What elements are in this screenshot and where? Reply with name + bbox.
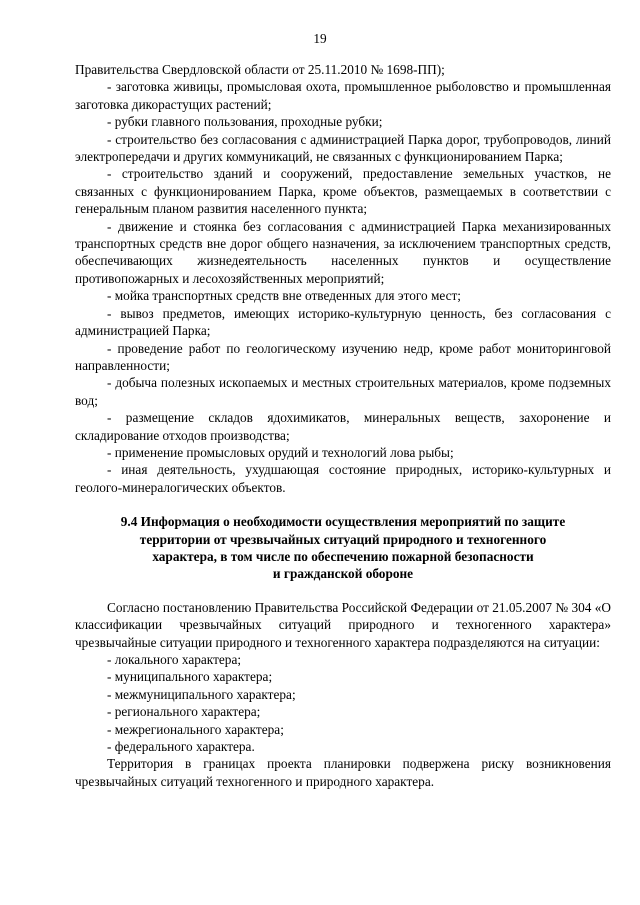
list-item: - муниципального характера; — [107, 669, 273, 685]
closing-paragraph: Территория в границах проекта планировки подвержена риску возникновения чрезвычайных ситуаций техногенного и природного характера. — [75, 756, 611, 789]
list-item: - межрегионального характера; — [107, 721, 284, 737]
list-item: - федерального характера. — [107, 739, 255, 755]
list-item: - иная деятельность, ухудшающая состояние природных, историко-культурных и геолого-минералогических объектов. — [75, 462, 611, 495]
list-item: - локального характера; — [107, 652, 242, 667]
heading-line: территории от чрезвычайных ситуаций природного и техногенного — [139, 531, 547, 547]
list-item: - применение промысловых орудий и технологий лова рыбы; — [107, 444, 454, 460]
list-item: - мойка транспортных средств вне отведенных для этого мест; — [107, 288, 462, 304]
section-heading — [75, 513, 611, 583]
page-number: 19 — [313, 31, 327, 46]
heading-line: характера, в том числе по обеспечению пожарной безопасности — [152, 548, 534, 564]
list-item: - размещение складов ядохимикатов, минеральных веществ, захоронение и складирование отходов производства; — [75, 410, 611, 443]
list-item: - добыча полезных ископаемых и местных строительных материалов, кроме подземных вод; — [75, 375, 611, 408]
list-item: - вывоз предметов, имеющих историко-культурную ценность, без согласования с администрацией Парка; — [75, 305, 611, 339]
heading-line: и гражданской обороне — [272, 566, 414, 582]
list-item: - движение и стоянка без согласования с администрацией Парка механизированных транспортных средств вне дорог общего назначения, за исключением транспортных средств, обеспечивающих жизнедеятельность населенных пунктов и осуществление противопожарных и лесохозяйственных мероприятий; — [75, 218, 611, 286]
paragraph-continuation: Правительства Свердловской области от 25.11.2010 № 1698-ПП); — [75, 62, 445, 77]
list-item: - заготовка живицы, промысловая охота, промышленное рыболовство и промышленная заготовка дикорастущих растений; — [75, 79, 611, 112]
list-item: - межмуниципального характера; — [107, 686, 296, 702]
list-item: - строительство без согласования с администрацией Парка дорог, трубопроводов, линий электропередачи и других коммуникаций, не связанных с функционированием Парка; — [75, 131, 611, 165]
list-item: - проведение работ по геологическому изучению недр, кроме работ мониторинговой направленности; — [75, 340, 611, 373]
list-item: - строительство зданий и сооружений, предоставление земельных участков, не связанных с функционированием Парка, кроме объектов, размещаемых в соответствии с генеральным планом развития населенного пункта; — [75, 166, 611, 217]
list-item: - рубки главного пользования, проходные рубки; — [107, 114, 383, 130]
heading-line: 9.4 Информация о необходимости осуществления мероприятий по защите — [120, 514, 566, 530]
section-intro-paragraph: Согласно постановлению Правительства Российской Федерации от 21.05.2007 № 304 «О классификации чрезвычайных ситуаций природного и техногенного характера» чрезвычайные ситуации природного и техногенного характера подразделяются на ситуации: — [75, 599, 611, 650]
list-item: - регионального характера; — [107, 704, 261, 720]
page-content — [75, 61, 611, 790]
